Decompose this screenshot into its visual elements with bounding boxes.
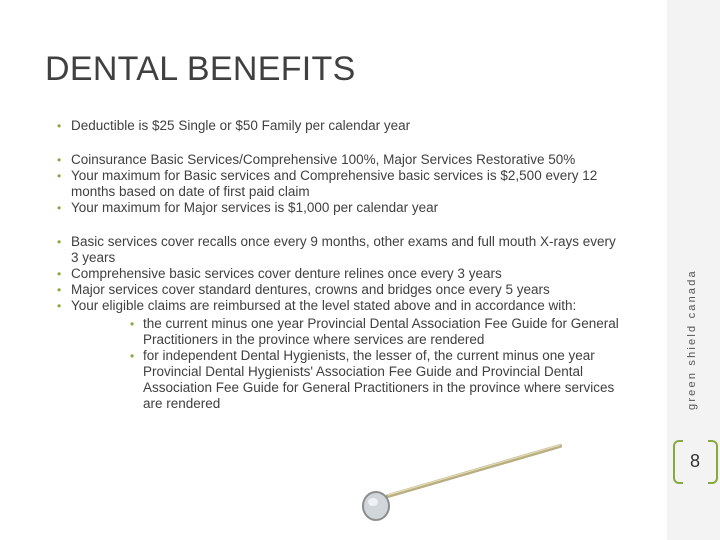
bullet-item: • Your maximum for Basic services and Comprehensive basic services is $2,500 every 12 months based on date of first paid claim bbox=[55, 168, 625, 200]
brand-vertical-text: green shield canada bbox=[686, 269, 698, 410]
bullet-group-coinsurance bbox=[55, 152, 625, 216]
bullet-item: • Your maximum for Major services is $1,000 per calendar year bbox=[55, 200, 625, 216]
slide-title: DENTAL BENEFITS bbox=[45, 50, 356, 88]
bullet-item: • Deductible is $25 Single or $50 Family per calendar year bbox=[55, 118, 625, 134]
sub-bullet-list bbox=[55, 316, 625, 412]
bullet-item: • Coinsurance Basic Services/Comprehensive 100%, Major Services Restorative 50% bbox=[55, 152, 625, 168]
sub-bullet-item: • for independent Dental Hygienists, the lesser of, the current minus one year Provincial Dental Hygienists' Association Fee Guide and Provincial Dental Association Fee Guide for General Practitioners in the province where services are rendered bbox=[127, 348, 625, 412]
bullet-group-coverage bbox=[55, 234, 625, 314]
bullet-item: • Basic services cover recalls once every 9 months, other exams and full mouth X-rays every 3 years bbox=[55, 234, 625, 266]
bullet-item: • Your eligible claims are reimbursed at the level stated above and in accordance with: bbox=[55, 298, 625, 314]
bullet-item: • Comprehensive basic services cover denture relines once every 3 years bbox=[55, 266, 625, 282]
bullet-item: • Major services cover standard dentures, crowns and bridges once every 5 years bbox=[55, 282, 625, 298]
dental-mirror-image bbox=[360, 440, 580, 530]
sub-bullet-item: • the current minus one year Provincial Dental Association Fee Guide for General Practitioners in the province where services are rendered bbox=[127, 316, 625, 348]
bullet-group-deductible bbox=[55, 118, 625, 134]
page-number: 8 bbox=[689, 451, 700, 471]
slide-content bbox=[55, 118, 625, 412]
